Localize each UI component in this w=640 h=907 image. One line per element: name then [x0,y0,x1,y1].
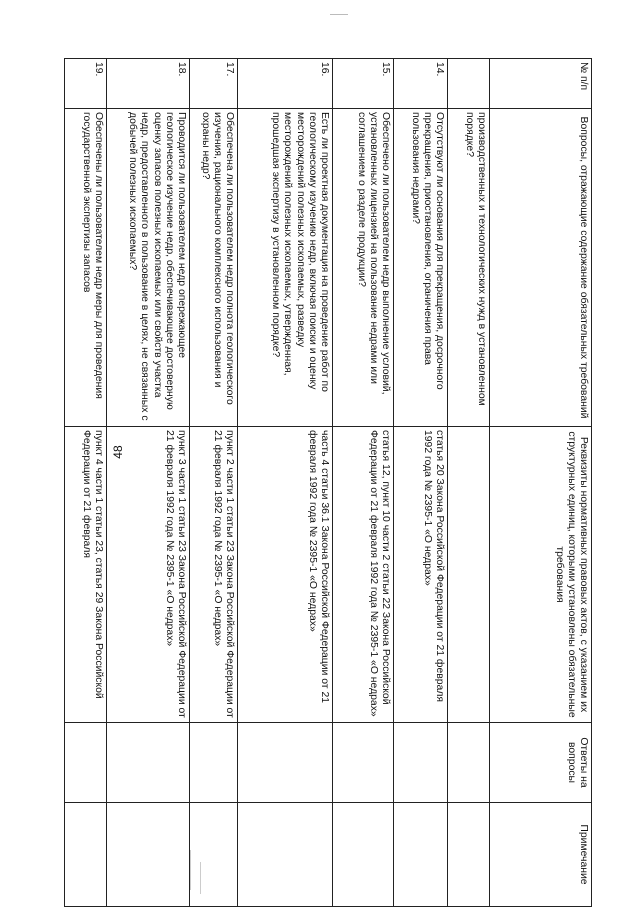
row-num: 16. [238,59,333,109]
row-note [190,803,238,907]
row-question: производственных и технологических нужд в установленном порядке? [448,109,490,427]
header-requisites: Реквизиты нормативных правовых актов, с указанием их структурных единиц, которыми установлены обязательные требования [490,427,592,723]
table-row [394,59,448,907]
row-note [65,803,107,907]
row-question: Обеспечены ли пользователем недр меры для проведения государственной экспертизы запасов [65,109,107,427]
row-requisites: пункт 2 части 1 статьи 23 Закона Российской Федерации от 21 февраля 1992 года № 2395-1 «О недрах» [190,427,238,723]
row-requisites: пункт 3 части 1 статьи 23 Закона Российской Федерации от 21 февраля 1992 года № 2395-1 «О недрах» [107,427,190,723]
header-question: Вопросы, отражающие содержание обязательных требований [490,109,592,427]
table-row [190,59,238,907]
row-requisites: часть 4 статьи 36.1 Закона Российской Федерации от 21 февраля 1992 года № 2395-1 «О недрах» [238,427,333,723]
scan-mark [330,14,348,15]
table-row [107,59,190,907]
row-num: 18. [107,59,190,109]
row-answer [238,723,333,803]
requirements-table [64,58,592,907]
row-answer [448,723,490,803]
page-number: 48 [111,445,125,459]
row-answer [394,723,448,803]
row-question: Обеспечена ли пользователем недр полнота геологического изучения, рационального комплексного использования и охраны недр? [190,109,238,427]
row-num: 19. [65,59,107,109]
row-note [394,803,448,907]
row-question: Обеспечено ли пользователем недр выполнение условий, установленных лицензией на пользование недрами или соглашением о разделе продукции? [333,109,394,427]
row-num [448,59,490,109]
row-question: Проводится ли пользователем недр опережающее геологическое изучение недр, обеспечивающее достоверную оценку запасов полезных ископаемых или свойств участка недр, предоставленного в пользование в целях, не связанных с добычей полезных ископаемых? [107,109,190,427]
table-header-row [490,59,592,907]
row-note [107,803,190,907]
row-question: Есть ли проектная документация на проведение работ по геологическому изучению недр, включая поиски и оценку месторождений полезных ископаемых, разведку месторождений полезных ископаемых, утвержденная, прошедшая экспертизу в установленном порядке? [238,109,333,427]
row-requisites: статья 20 Закона Российской Федерации от 21 февраля 1992 года № 2395-1 «О недрах» [394,427,448,723]
row-question: Отсутствуют ли основания для прекращения, досрочного прекращения, приостановления, ограничения права пользования недрами? [394,109,448,427]
header-note: Примечание [490,803,592,907]
row-answer [190,723,238,803]
row-num: 15. [333,59,394,109]
rotated-table-container [80,58,592,906]
table-row [65,59,107,907]
header-num: № п/п [490,59,592,109]
row-requisites: пункт 4 части 1 статьи 23, статья 29 Закона Российской Федерации от 21 февраля [65,427,107,723]
row-note [333,803,394,907]
row-num: 17. [190,59,238,109]
row-requisites: статья 12, пункт 10 части 2 статьи 22 Закона Российской Федерации от 21 февраля 1992 года № 2395-1 «О недрах» [333,427,394,723]
row-note [448,803,490,907]
table-row [333,59,394,907]
row-answer [65,723,107,803]
row-answer [333,723,394,803]
row-answer [107,723,190,803]
table-row [238,59,333,907]
table-row [448,59,490,907]
row-num: 14. [394,59,448,109]
header-answers: Ответы на вопросы [490,723,592,803]
row-note [238,803,333,907]
row-requisites [448,427,490,723]
